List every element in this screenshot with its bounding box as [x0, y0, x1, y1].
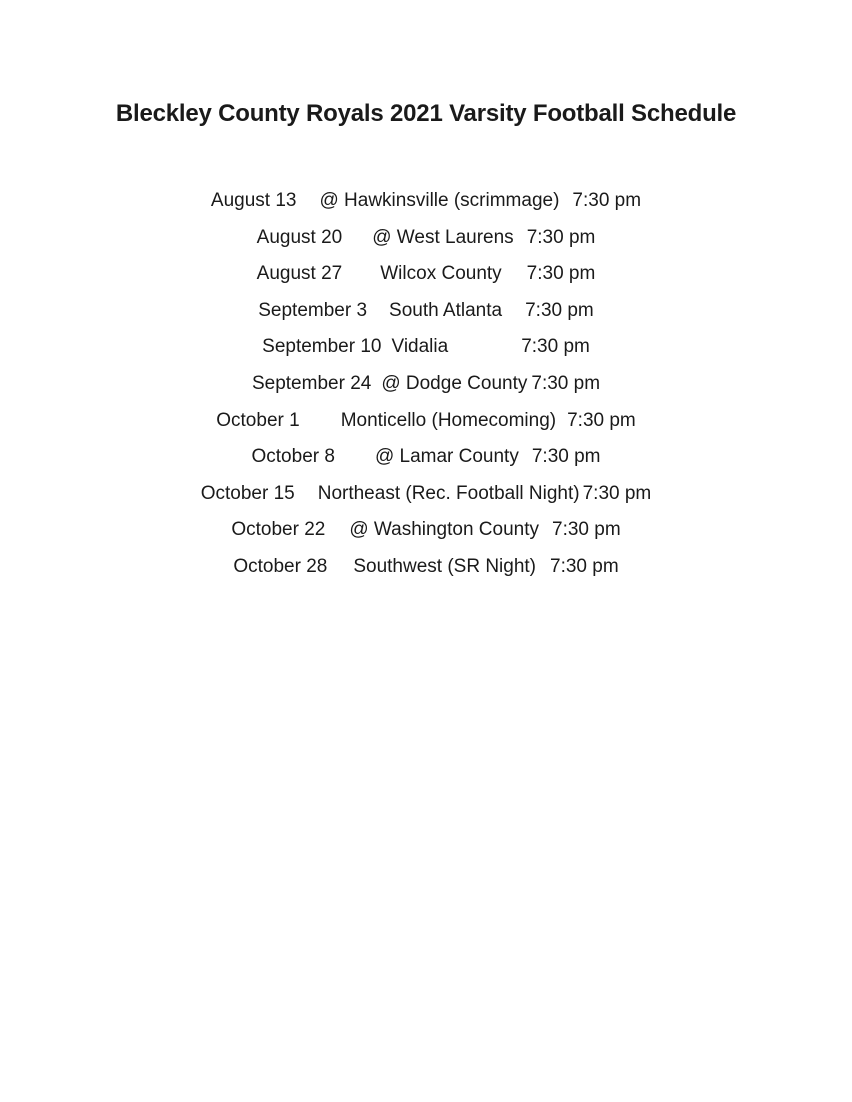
game-time: 7:30 pm — [526, 226, 596, 248]
schedule-row — [0, 549, 852, 586]
game-time: 7:30 pm — [531, 372, 601, 394]
tab-spacer — [325, 534, 349, 535]
game-time: 7:30 pm — [521, 336, 590, 358]
tab-spacer — [382, 351, 392, 352]
game-date: September 24 — [251, 372, 372, 394]
tab-spacer — [335, 461, 375, 462]
game-time: 7:30 pm — [525, 299, 594, 321]
game-opponent: Southwest (SR Night) — [353, 555, 537, 577]
game-time: 7:30 pm — [552, 519, 621, 541]
game-date: October 28 — [233, 555, 328, 577]
tab-spacer — [448, 351, 521, 352]
tab-spacer — [559, 205, 572, 206]
game-date: August 13 — [210, 190, 297, 211]
page-title: Bleckley County Royals 2021 Varsity Football Schedule — [115, 100, 737, 127]
game-date: August 20 — [256, 226, 343, 248]
game-time: 7:30 pm — [572, 190, 642, 211]
game-opponent: @ West Laurens — [372, 226, 514, 248]
schedule-list — [0, 183, 852, 586]
schedule-row — [0, 293, 852, 330]
game-time: 7:30 pm — [526, 263, 596, 285]
schedule-row — [0, 476, 852, 513]
game-opponent: @ Hawkinsville (scrimmage) — [319, 190, 560, 211]
schedule-row — [0, 220, 852, 257]
game-date: September 3 — [258, 299, 368, 321]
game-opponent: South Atlanta — [389, 299, 503, 321]
game-date: October 22 — [231, 519, 326, 541]
game-opponent: Wilcox County — [380, 263, 502, 285]
game-date: August 27 — [256, 263, 343, 285]
tab-spacer — [519, 461, 532, 462]
tab-spacer — [342, 242, 372, 243]
game-opponent: @ Dodge County — [381, 372, 528, 394]
tab-spacer — [295, 498, 318, 499]
game-time: 7:30 pm — [550, 555, 619, 577]
schedule-row — [0, 366, 852, 403]
tab-spacer — [556, 425, 567, 426]
game-opponent: Monticello (Homecoming) — [340, 409, 557, 431]
tab-spacer — [514, 242, 527, 243]
game-date: September 10 — [262, 336, 382, 358]
game-date: October 15 — [200, 482, 295, 504]
schedule-row — [0, 512, 852, 549]
tab-spacer — [502, 315, 525, 316]
tab-spacer — [536, 571, 550, 572]
tab-spacer — [367, 315, 389, 316]
tab-spacer — [502, 278, 527, 279]
game-opponent: @ Lamar County — [374, 446, 519, 468]
tab-spacer — [342, 278, 380, 279]
game-time: 7:30 pm — [567, 409, 636, 431]
game-opponent: Northeast (Rec. Football Night) — [317, 482, 580, 504]
tab-spacer — [327, 571, 353, 572]
tab-spacer — [300, 425, 341, 426]
tab-spacer — [296, 205, 319, 206]
game-opponent: @ Washington County — [349, 519, 540, 541]
schedule-row — [0, 439, 852, 476]
game-time: 7:30 pm — [531, 446, 601, 468]
tab-spacer — [539, 534, 552, 535]
game-date: October 8 — [251, 446, 335, 468]
game-date: October 1 — [216, 409, 300, 431]
tab-spacer — [371, 388, 381, 389]
game-time: 7:30 pm — [582, 482, 652, 504]
schedule-row — [0, 256, 852, 293]
schedule-row — [0, 329, 852, 366]
game-opponent: Vidalia — [391, 336, 449, 358]
schedule-row — [0, 183, 852, 220]
schedule-row — [0, 403, 852, 440]
